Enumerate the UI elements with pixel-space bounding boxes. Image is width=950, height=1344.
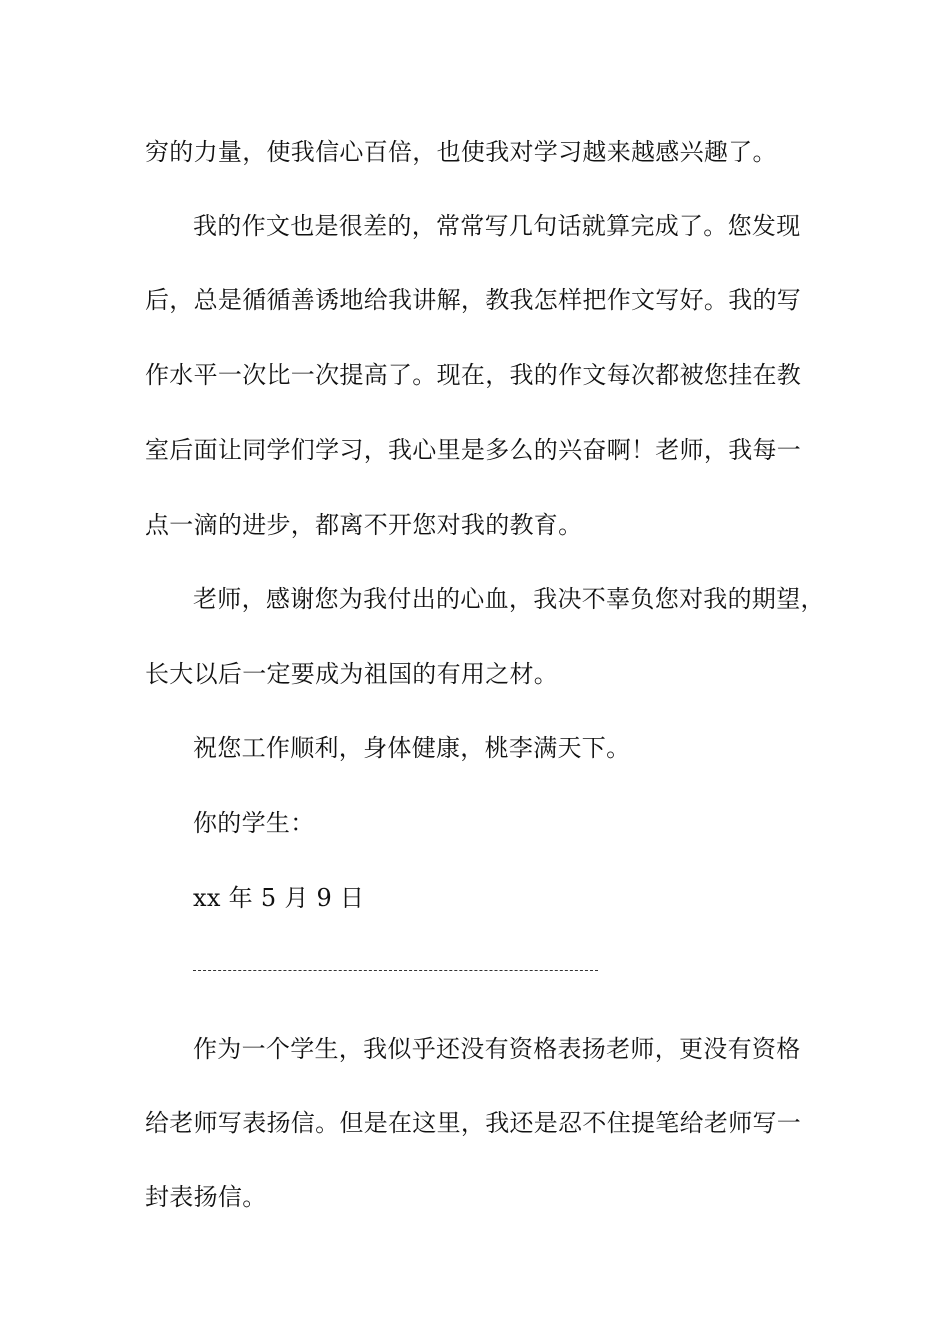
closing-wish: 祝您工作顺利，身体健康，桃李满天下。	[193, 734, 631, 762]
paragraph-line: 老师，感谢您为我付出的心血，我决不辜负您对我的期望，	[193, 585, 825, 613]
paragraph-line: 后，总是循循善诱地给我讲解，教我怎样把作文写好。我的写	[145, 286, 802, 314]
paragraph-line: 我的作文也是很差的，常常写几句话就算完成了。您发现	[193, 212, 801, 240]
paragraph-line: 封表扬信。	[145, 1183, 267, 1211]
paragraph-line: 点一滴的进步，都离不开您对我的教育。	[145, 511, 583, 539]
paragraph-line: 作为一个学生，我似乎还没有资格表扬老师，更没有资格	[193, 1035, 801, 1063]
section-divider	[193, 970, 598, 971]
paragraph-line: 作水平一次比一次提高了。现在，我的作文每次都被您挂在教	[145, 361, 802, 389]
paragraph-line: 穷的力量，使我信心百倍，也使我对学习越来越感兴趣了。	[145, 138, 777, 166]
paragraph-line: 长大以后一定要成为祖国的有用之材。	[145, 660, 559, 688]
paragraph-line: 室后面让同学们学习，我心里是多么的兴奋啊！老师，我每一	[145, 436, 802, 464]
date-line: xx 年 5 月 9 日	[193, 884, 365, 912]
paragraph-line: 给老师写表扬信。但是在这里，我还是忍不住提笔给老师写一	[145, 1109, 802, 1137]
signature-line: 你的学生：	[193, 809, 315, 837]
